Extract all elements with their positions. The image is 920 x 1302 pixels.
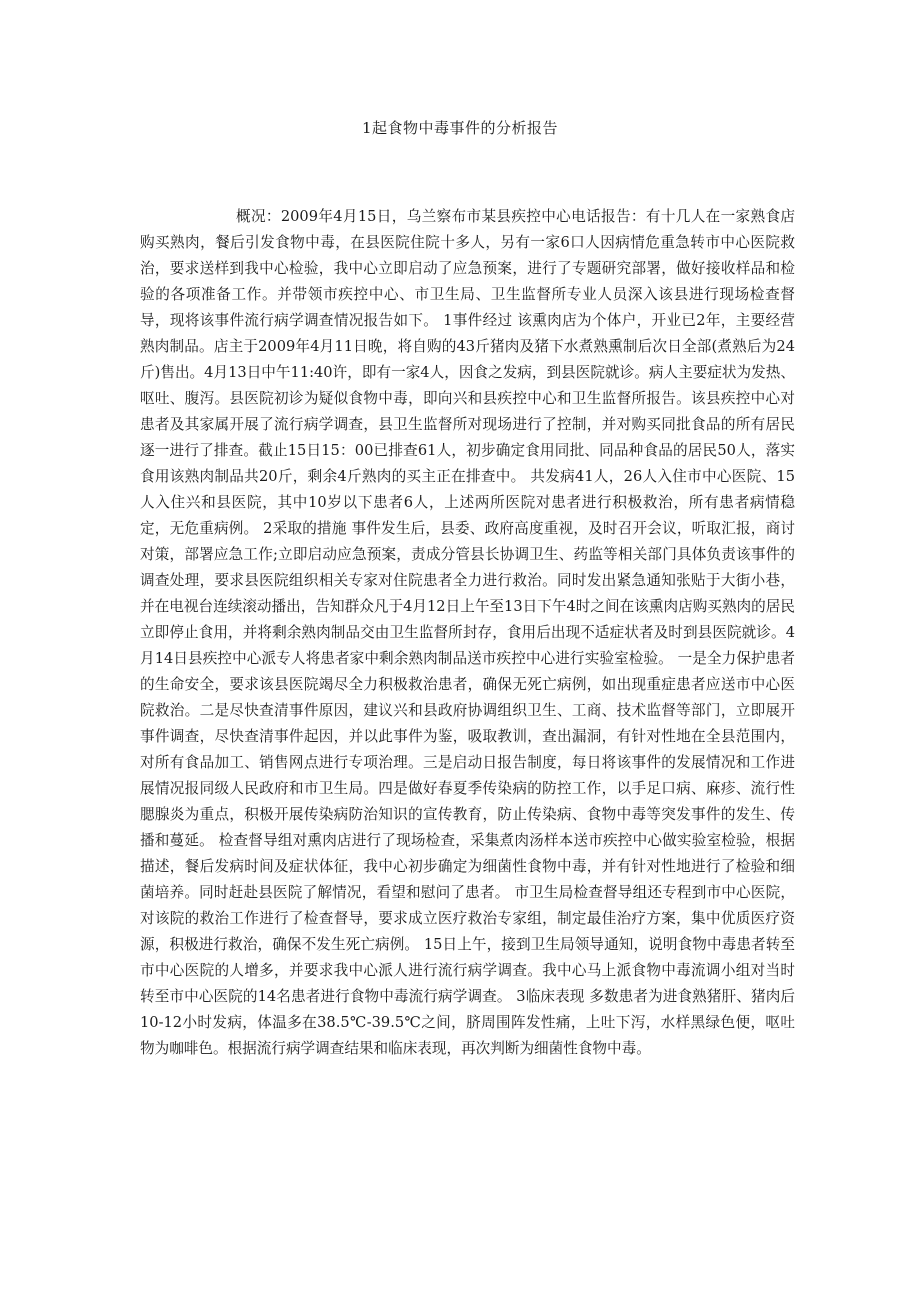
document-body: 概况：2009年4月15日，乌兰察布市某县疾控中心电话报告：有十几人在一家熟食店购买熟肉，餐后引发食物中毒，在县医院住院十多人，另有一家6口人因病情危重急转市中心医院救治，要求送样到我中心检验，我中心立即启动了应急预案，进行了专题研究部署，做好接收样品和检验的各项准备工作。并带领市疾控中心、市卫生局、卫生监督所专业人员深入该县进行现场检查督导，现将该事件流行病学调查情况报告如下。 1事件经过 该熏肉店为个体户，开业已2年，主要经营熟肉制品。店主于2009年4月11日晚，将自购的43斤猪肉及猪下水煮熟熏制后次日全部(煮熟后为24斤)售出。4月13日中午11:40许，即有一家4人，因食之发病，到县医院就诊。病人主要症状为发热、呕吐、腹泻。县医院初诊为疑似食物中毒，即向兴和县疾控中心和卫生监督所报告。该县疾控中心对患者及其家属开展了流行病学调查，县卫生监督所对现场进行了控制，并对购买同批食品的所有居民逐一进行了排查。截止15日15：00已排查61人，初步确定食用同批、同品种食品的居民50人，落实食用该熟肉制品共20斤，剩余4斤熟肉的买主正在排查中。 共发病41人，26人入住市中心医院、15人入住兴和县医院，其中10岁以下患者6人，上述两所医院对患者进行积极救治，所有患者病情稳定，无危重病例。 2采取的措施 事件发生后，县委、政府高度重视，及时召开会议，听取汇报，商讨对策，部署应急工作;立即启动应急预案，责成分管县长协调卫生、药监等相关部门具体负责该事件的调查处理，要求县医院组织相关专家对住院患者全力进行救治。同时发出紧急通知张贴于大街小巷，并在电视台连续滚动播出，告知群众凡于4月12日上午至13日下午4时之间在该熏肉店购买熟肉的居民立即停止食用，并将剩余熟肉制品交由卫生监督所封存，食用后出现不适症状者及时到县医院就诊。4月14日县疾控中心派专人将患者家中剩余熟肉制品送市疾控中心进行实验室检验。 一是全力保护患者的生命安全，要求该县医院竭尽全力积极救治患者，确保无死亡病例，如出现重症患者应送市中心医院救治。二是尽快查清事件原因，建议兴和县政府协调组织卫生、工商、技术监督等部门，立即展开事件调查，尽快查清事件起因，并以此事件为鉴，吸取教训，查出漏洞，有针对性地在全县范围内，对所有食品加工、销售网点进行专项治理。三是启动日报告制度，每日将该事件的发展情况和工作进展情况报同级人民政府和市卫生局。四是做好春夏季传染病的防控工作，以手足口病、麻疹、流行性腮腺炎为重点，积极开展传染病防治知识的宣传教育，防止传染病、食物中毒等突发事件的发生、传播和蔓延。 检查督导组对熏肉店进行了现场检查，采集煮肉汤样本送市疾控中心做实验室检验，根据描述，餐后发病时间及症状体征，我中心初步确定为细菌性食物中毒，并有针对性地进行了检验和细菌培养。同时赶赴县医院了解情况，看望和慰问了患者。 市卫生局检查督导组还专程到市中心医院，对该院的救治工作进行了检查督导，要求成立医疗救治专家组，制定最佳治疗方案，集中优质医疗资源，积极进行救治，确保不发生死亡病例。 15日上午，接到卫生局领导通知，说明食物中毒患者转至市中心医院的人增多，并要求我中心派人进行流行病学调查。我中心马上派食物中毒流调小组对当时转至市中心医院的14名患者进行食物中毒流行病学调查。 3临床表现 多数患者为进食熟猪肝、猪肉后10-12小时发病，体温多在38.5℃-39.5℃之间，脐周围阵发性痛，上吐下泻，水样黑绿色便，呕吐物为咖啡色。根据流行病学调查结果和临床表现，再次判断为细菌性食物中毒。 xyxy=(140,208,795,1057)
document-title: 1起食物中毒事件的分析报告 xyxy=(361,119,559,137)
